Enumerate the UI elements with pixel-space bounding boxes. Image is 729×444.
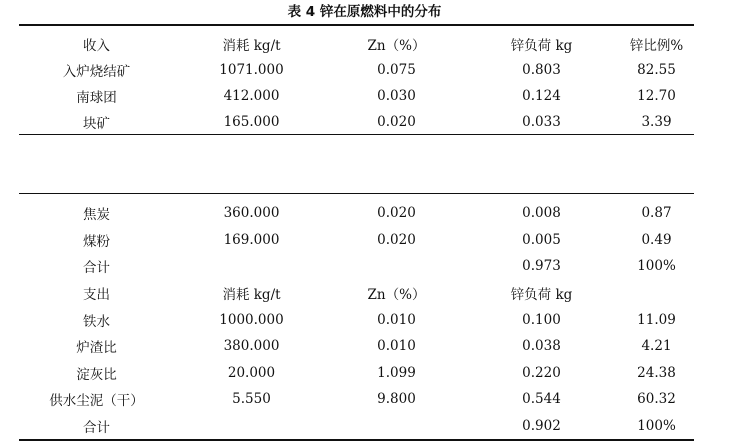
table-cell: 169.000 (223, 231, 280, 248)
section-rule (19, 193, 694, 194)
table-cell: 100% (637, 418, 676, 435)
table-row (19, 413, 694, 440)
table-cell: 0.030 (377, 88, 416, 104)
table-cell: 0.020 (377, 114, 416, 130)
table-row (19, 57, 694, 83)
table-cell: 支出 (83, 287, 110, 304)
table-cell: 0.973 (522, 258, 561, 275)
table-cell: 0.005 (522, 231, 561, 248)
top-rule (19, 24, 694, 26)
table-cell: 4.21 (641, 338, 672, 355)
table-cell (174, 413, 329, 440)
header-cell: Zn（%） (367, 38, 426, 54)
table-cell: 0.020 (377, 205, 416, 222)
table-cell: 入炉烧结矿 (62, 64, 131, 80)
table-header-row (19, 31, 694, 57)
table-cell (174, 253, 329, 280)
table-cell: 9.800 (377, 391, 416, 408)
table-title: 表 4 锌在原燃料中的分布 (287, 4, 442, 20)
bottom-rule (19, 439, 694, 441)
header-cell: 收入 (83, 38, 110, 54)
table-cell: 24.38 (637, 364, 676, 381)
table-cell: 0.020 (377, 231, 416, 248)
table-cell: 0.100 (522, 311, 561, 328)
table-cell: 淀灰比 (76, 366, 117, 383)
table-cell: 1071.000 (219, 62, 284, 78)
table-cell: 100% (637, 258, 676, 275)
table-cell: 380.000 (223, 338, 280, 355)
table-cell: 412.000 (223, 88, 280, 104)
header-cell: 锌比例% (629, 38, 684, 54)
table-cell: 0.010 (377, 338, 416, 355)
table-row (19, 227, 694, 254)
table-row (19, 253, 694, 280)
table-cell: 合计 (83, 420, 110, 437)
zinc-input-table-top (19, 31, 694, 135)
table-cell: 焦炭 (83, 207, 110, 224)
table-cell: 块矿 (83, 116, 110, 132)
table-cell: 360.000 (223, 205, 280, 222)
table-cell: 0.038 (522, 338, 561, 355)
table-cell: 铁水 (83, 313, 110, 330)
table-cell: 南球团 (76, 90, 117, 106)
table-cell: 锌负荷 kg (510, 287, 573, 304)
table-cell (619, 280, 694, 307)
table-row (19, 280, 694, 307)
table-cell: 供水尘泥（干） (49, 393, 144, 410)
table-cell: 煤粉 (83, 233, 110, 250)
table-cell: 0.220 (522, 364, 561, 381)
table-cell: 0.124 (522, 88, 561, 104)
table-row (19, 386, 694, 413)
table-cell (329, 413, 464, 440)
table-cell: 5.550 (232, 391, 271, 408)
table-row (19, 306, 694, 333)
table-row (19, 360, 694, 387)
table-cell: 0.49 (641, 231, 672, 248)
table-cell: 0.008 (522, 205, 561, 222)
table-row (19, 200, 694, 227)
zinc-distribution-table-bottom (19, 200, 694, 439)
table-cell: 165.000 (223, 114, 280, 130)
table-row (19, 83, 694, 109)
header-cell: 锌负荷 kg (510, 38, 573, 54)
table-cell: 炉渣比 (76, 340, 117, 357)
table-cell: 20.000 (227, 364, 276, 381)
table-cell: 60.32 (637, 391, 676, 408)
table-cell: 1000.000 (219, 311, 284, 328)
table-cell: 1.099 (377, 364, 416, 381)
table-cell: 11.09 (637, 311, 676, 328)
header-cell: 消耗 kg/t (222, 38, 281, 54)
table-cell: 消耗 kg/t (222, 287, 281, 304)
table-cell: 0.010 (377, 311, 416, 328)
table-cell: 0.075 (377, 62, 416, 78)
table-row (19, 333, 694, 360)
table-cell: Zn（%） (367, 287, 426, 304)
table-cell: 12.70 (637, 88, 676, 104)
table-cell: 0.803 (522, 62, 561, 78)
table-cell: 合计 (83, 260, 110, 277)
table-cell: 82.55 (637, 62, 676, 78)
table-cell: 0.544 (522, 391, 561, 408)
table-cell (329, 253, 464, 280)
table-row (19, 109, 694, 135)
table-cell: 0.87 (641, 205, 672, 222)
table-cell: 0.902 (522, 418, 561, 435)
table-cell: 3.39 (641, 114, 672, 130)
section-rule (19, 134, 694, 135)
table-cell: 0.033 (522, 114, 561, 130)
